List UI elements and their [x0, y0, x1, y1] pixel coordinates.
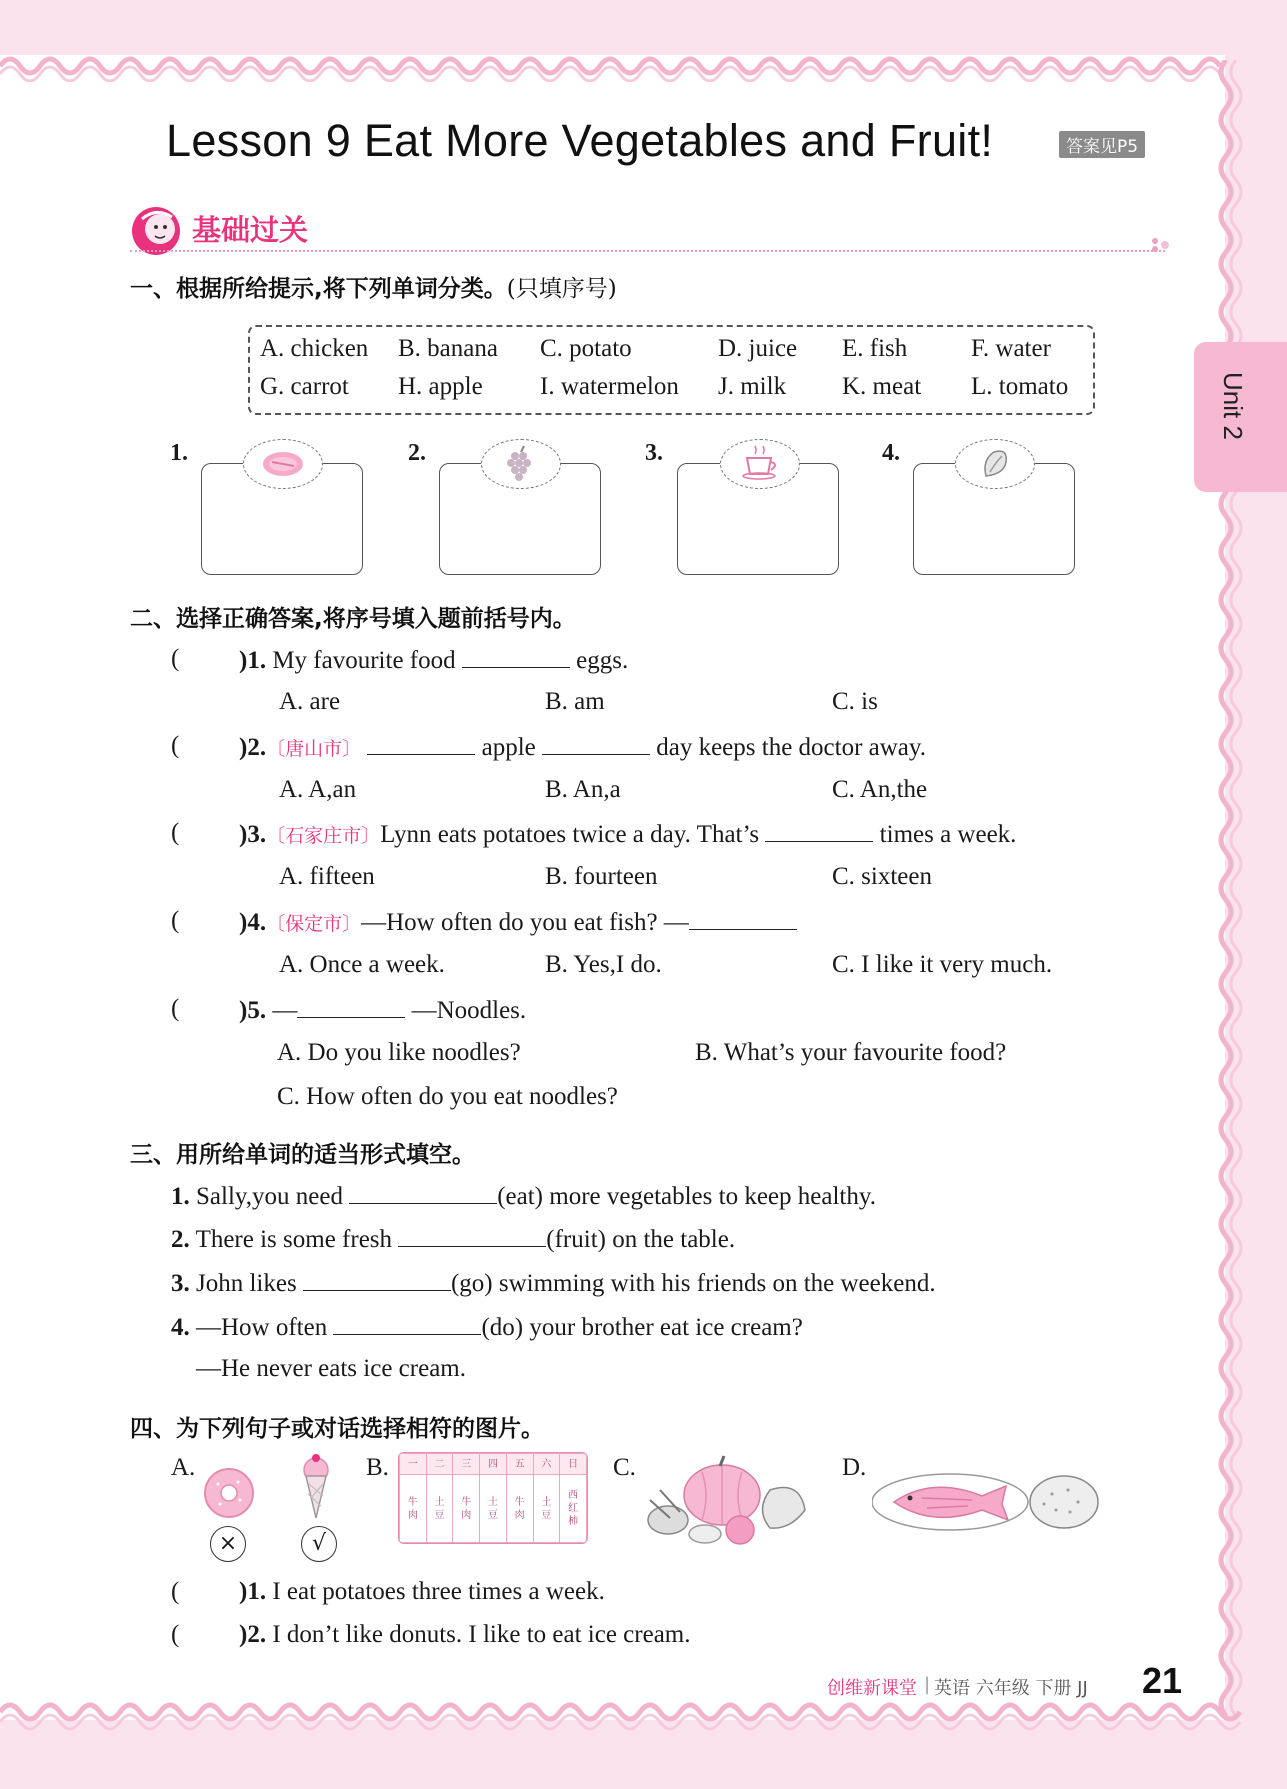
word-item: K. meat [842, 373, 922, 400]
answer-blank[interactable] [303, 1268, 451, 1291]
schedule-food: 土 豆 [480, 1475, 507, 1543]
lesson-title: Lesson 9 Eat More Vegetables and Fruit! [166, 115, 994, 166]
word-item: B. banana [398, 335, 498, 362]
part1-heading [130, 270, 617, 303]
item-number: 3. [171, 1270, 190, 1297]
option-a: A. fifteen [279, 863, 375, 890]
question-number: )2. [239, 734, 267, 761]
part1-heading-text: 一、根据所给提示,将下列单词分类。 [130, 276, 507, 302]
fill-item-2 [171, 1224, 735, 1254]
vegetables-group-icon [640, 1450, 815, 1550]
item-number: 2. [171, 1226, 190, 1253]
schedule-day: 三 [453, 1454, 480, 1475]
footer-info: 英语 六年级 下册 JJ [934, 1678, 1088, 1699]
answer-blank[interactable] [462, 645, 570, 668]
sentence-text: I don’t like donuts. I like to eat ice cream. [272, 1621, 691, 1648]
cross-mark-icon: × [210, 1526, 246, 1562]
unit-tab [1194, 342, 1287, 492]
meat-icon [243, 439, 323, 489]
schedule-food: 牛 肉 [400, 1475, 427, 1543]
answer-blank[interactable] [367, 732, 475, 755]
item-text: Sally,you need [196, 1183, 343, 1210]
answer-paren[interactable]: ( [171, 907, 180, 934]
option-b: B. fourteen [545, 863, 658, 890]
question-text: Lynn eats potatoes twice a day. That’s [380, 821, 760, 848]
divider-dots-icon [1150, 236, 1174, 254]
item-text: (eat) more vegetables to keep healthy. [497, 1183, 876, 1210]
option-b: B. What’s your favourite food? [695, 1039, 1007, 1066]
category-number: 4. [882, 440, 900, 466]
source-tag: 〔唐山市〕 [266, 738, 362, 760]
question-5 [239, 995, 526, 1025]
option-b: B. An,a [545, 776, 621, 803]
question-text: apple [481, 734, 536, 761]
wave-border-bottom [0, 1700, 1287, 1736]
answer-blank[interactable] [689, 907, 797, 930]
word-item: A. chicken [260, 335, 369, 362]
fill-item-3 [171, 1268, 936, 1298]
question-1 [239, 645, 628, 675]
answer-blank[interactable] [297, 995, 405, 1018]
answer-blank[interactable] [398, 1224, 546, 1247]
answer-paren[interactable]: ( [171, 819, 180, 846]
answer-paren[interactable]: ( [171, 732, 180, 759]
sentence-number: )2. [239, 1621, 267, 1648]
option-c: C. sixteen [832, 863, 932, 890]
question-text: My favourite food [272, 647, 456, 674]
question-text: —Noodles. [411, 997, 527, 1024]
question-number: )4. [239, 909, 267, 936]
item-text: John likes [196, 1270, 297, 1297]
category-number: 2. [408, 440, 426, 466]
word-item: L. tomato [971, 373, 1069, 400]
part4-heading: 四、为下列句子或对话选择相符的图片。 [130, 1416, 544, 1442]
word-item: C. potato [540, 335, 632, 362]
grapes-fruit-icon [481, 439, 561, 489]
word-item: F. water [971, 335, 1051, 362]
item-text: —How often [196, 1314, 328, 1341]
question-text: eggs. [576, 647, 629, 674]
schedule-food: 土 豆 [533, 1475, 560, 1543]
question-2 [239, 732, 926, 762]
item-text: There is some fresh [195, 1226, 393, 1253]
option-a: A. Once a week. [279, 951, 445, 978]
question-number: )3. [239, 821, 267, 848]
item-number: 4. [171, 1314, 190, 1341]
word-item: I. watermelon [540, 373, 679, 400]
schedule-food: 牛 肉 [453, 1475, 480, 1543]
fill-item-4 [171, 1312, 803, 1342]
ice-cream-icon [294, 1452, 338, 1522]
answer-paren[interactable]: ( [171, 995, 180, 1022]
word-bank [248, 325, 1095, 415]
question-text: day keeps the doctor away. [656, 734, 927, 761]
schedule-day: 二 [426, 1454, 453, 1475]
option-c: C. An,the [832, 776, 928, 803]
question-number: )5. [239, 997, 267, 1024]
answer-blank[interactable] [542, 732, 650, 755]
vegetable-icon [955, 439, 1035, 489]
source-tag: 〔保定市〕 [266, 913, 362, 935]
footer-brand: 创维新课堂 [827, 1678, 917, 1699]
word-item: D. juice [718, 335, 798, 362]
match-sentence-2 [239, 1621, 690, 1649]
question-text: —How often do you eat fish? — [361, 909, 689, 936]
item-text: (go) swimming with his friends on the weekend. [450, 1270, 936, 1297]
schedule-day: 一 [400, 1454, 427, 1475]
answer-blank[interactable] [333, 1312, 481, 1335]
category-number: 3. [645, 440, 663, 466]
answer-blank[interactable] [349, 1181, 497, 1204]
part1-note: (只填序号) [506, 276, 617, 302]
question-text: times a week. [879, 821, 1017, 848]
word-item: G. carrot [260, 373, 349, 400]
part3-heading: 三、用所给单词的适当形式填空。 [130, 1142, 475, 1168]
item-text: (fruit) on the table. [546, 1226, 736, 1253]
word-item: E. fish [842, 335, 908, 362]
schedule-day: 五 [506, 1454, 533, 1475]
weekly-food-schedule [398, 1452, 588, 1544]
wave-border-right [1212, 60, 1252, 1720]
section-title: 基础过关 [192, 213, 309, 247]
fill-item-4-reply: —He never eats ice cream. [196, 1355, 466, 1382]
sentence-number: )1. [239, 1578, 267, 1605]
fish-and-bread-icon [872, 1468, 1102, 1538]
schedule-day: 四 [480, 1454, 507, 1475]
answer-paren[interactable]: ( [171, 645, 180, 672]
schedule-food: 牛 肉 [506, 1475, 533, 1543]
answer-paren[interactable]: ( [171, 1578, 180, 1605]
answer-blank[interactable] [765, 819, 873, 842]
picture-label-d: D. [842, 1454, 867, 1481]
category-number: 1. [170, 440, 188, 466]
question-3 [239, 819, 1016, 849]
question-4 [239, 907, 797, 937]
donut-icon [200, 1464, 258, 1522]
picture-label-c: C. [613, 1454, 636, 1481]
check-mark-icon: √ [301, 1526, 337, 1562]
question-text: — [272, 997, 298, 1024]
option-c: C. is [832, 688, 878, 715]
footer-separator: | [924, 1674, 931, 1695]
word-item: H. apple [398, 373, 483, 400]
part2-heading: 二、选择正确答案,将序号填入题前括号内。 [130, 606, 576, 632]
option-c: C. How often do you eat noodles? [277, 1083, 618, 1110]
picture-label-b: B. [366, 1454, 389, 1481]
schedule-food: 土 豆 [426, 1475, 453, 1543]
answer-paren[interactable]: ( [171, 1621, 180, 1648]
page-number: 21 [1142, 1660, 1183, 1701]
option-a: A. are [279, 688, 341, 715]
question-number: )1. [239, 647, 267, 674]
option-b: B. am [545, 688, 605, 715]
wave-border-top [0, 46, 1287, 82]
fill-item-1 [171, 1181, 876, 1211]
unit-tab-label: Unit 2 [1218, 372, 1248, 440]
word-item: J. milk [718, 373, 787, 400]
option-c: C. I like it very much. [832, 951, 1053, 978]
drink-cup-icon [720, 439, 800, 489]
item-number: 1. [171, 1183, 190, 1210]
schedule-day: 日 [560, 1454, 587, 1475]
schedule-food: 西 红 柿 [560, 1475, 587, 1543]
match-sentence-1 [239, 1578, 605, 1606]
answer-reference-tag: 答案见P5 [1059, 131, 1145, 158]
item-text: (do) your brother eat ice cream? [481, 1314, 803, 1341]
schedule-day: 六 [533, 1454, 560, 1475]
option-a: A. A,an [279, 776, 357, 803]
option-b: B. Yes,I do. [545, 951, 662, 978]
source-tag: 〔石家庄市〕 [266, 825, 381, 847]
picture-label-a: A. [171, 1454, 196, 1481]
option-a: A. Do you like noodles? [277, 1039, 521, 1066]
sentence-text: I eat potatoes three times a week. [272, 1578, 605, 1605]
section-divider [130, 250, 1165, 252]
